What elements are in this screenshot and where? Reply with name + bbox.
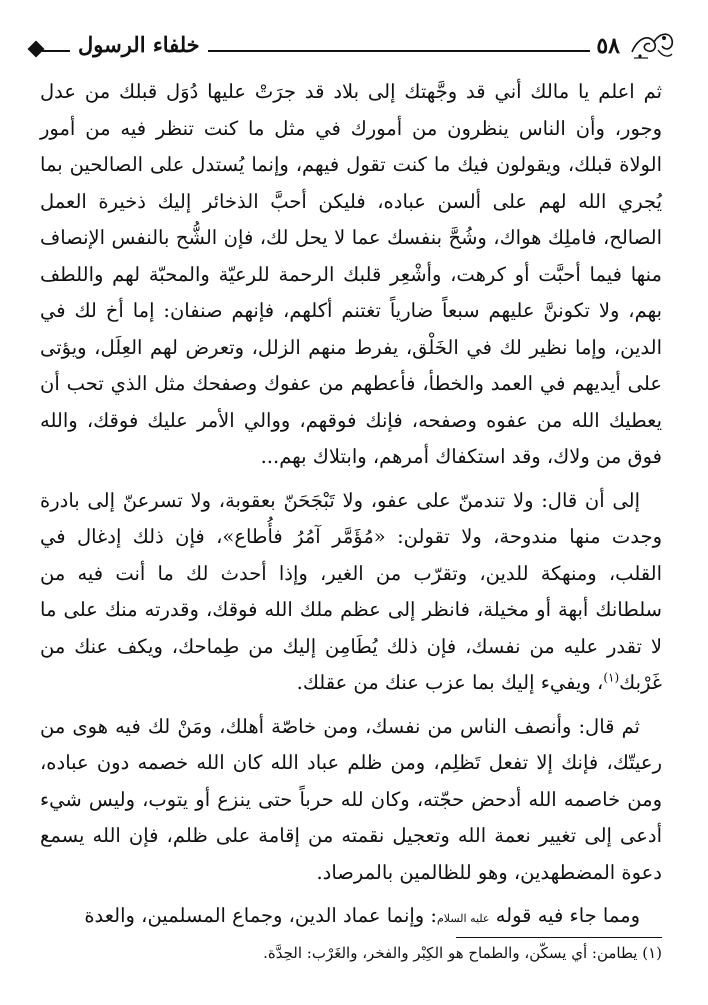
paragraph-3: ثم قال: وأنصف الناس من نفسك، ومن خاصّة أهلك، ومَنْ لك فيه هوى من رعيتّك، فإنك إلا تفعل تَظلِم، ومن ظلم عباد الله كان الله خصمه دون عباده، ومن خاصمه الله أدحض حجّته، وكان لله حرباً حتى ينزع أو يتوب، وليس شيء أدعى إلى تغيير نعمة الله وتعجيل نقمته من إقامة على ظلم، فإن الله يسمع دعوة المضطهدين، وهو للظالمين بالمرصاد. [40, 714, 662, 884]
footnote: (١) يطامن: أي يسكّن، والطماح هو الكِبْر والفخر، والغَرْب: الحِدَّة. [263, 944, 662, 962]
honorific-ligature: عليه السلام [436, 912, 490, 925]
footnote-reference: (١) [603, 670, 620, 685]
footnote-rule [456, 937, 662, 938]
paragraph-2-text: إلى أن قال: ولا تندمنّ على عفو، ولا تَبْجَحَنّ بعقوبة، ولا تسرعنّ إلى بادرة وجدت منها مندوحة، ولا تقولن: «مُؤَمَّر آمُرُ فأُطاع»، فإن ذلك إدغال في القلب، ومنهكة للدين، وتقرّب من الغير، وإذا أحدث لك ما أنت فيه من سلطانك أبهة أو مخيلة، فانظر إلى عظم ملك الله فوقك، وقدرته منك على ما لا تقدر عليه من نفسك، فإن ذلك يُطَامِن إليك من طِماحك، ويكف عنك من غَرْبك [40, 488, 662, 694]
paragraph-4 [40, 898, 662, 938]
page-number: ٥٨ [590, 32, 626, 60]
main-text [40, 74, 662, 945]
paragraph-2 [40, 483, 662, 702]
paragraph-1: ثم اعلم يا مالك أني قد وجَّهتك إلى بلاد قد جرَتْ عليها دُوَل قبلك من عدل وجور، وأن الناس ينظرون من أمورك في مثل ما كنت تنظر فيه من أمور الولاة قبلك، ويقولون فيك ما كنت تقول فيهم، وإنما يُستدل على الصالحين بما يُجري الله لهم على ألسن عباده، فليكن أحبَّ الذخائر إليك ذخيرة العمل الصالح، فاملِك هواك، وشُحَّ بنفسك عما لا يحل لك، فإن الشُّح بالنفس الإنصاف منها فيما أحبَّت أو كرهت، وأشْعِر قلبك الرحمة للرعيّة والمحبّة لهم واللطف بهم، ولا تكوننَّ عليهم سبعاً ضارياً تغتنم أكلهم، فإنهم صنفان: إما أخ لك في الدين، وإما نظير لك في الخَلْق، يفرط منهم الزلل، وتعرض لهم العِلَل، ويؤتى على أيديهم في العمد والخطأ، فأعطهم من عفوك وصفحك مثل الذي تحب أن يعطيك الله من عفوه وصفحه، فإنك فوقهم، ووالي الأمر عليك فوقك، والله فوق من ولاك، وقد استكفاك أمرهم، وابتلاك بهم... [40, 80, 662, 468]
floral-ornament-icon [628, 28, 676, 64]
paragraph-2-end: ، ويفيء إليك بما عزب عنك من عقلك. [296, 671, 604, 694]
page-header [30, 28, 676, 64]
paragraph-4-start: ومما جاء فيه قوله [495, 904, 640, 927]
diamond-end-icon [28, 41, 45, 58]
paragraph-4-rest: : وإنما عماد الدين، وجماع المسلمين، والعدة [84, 904, 437, 927]
running-title: خلفاء الرسول [70, 30, 208, 60]
